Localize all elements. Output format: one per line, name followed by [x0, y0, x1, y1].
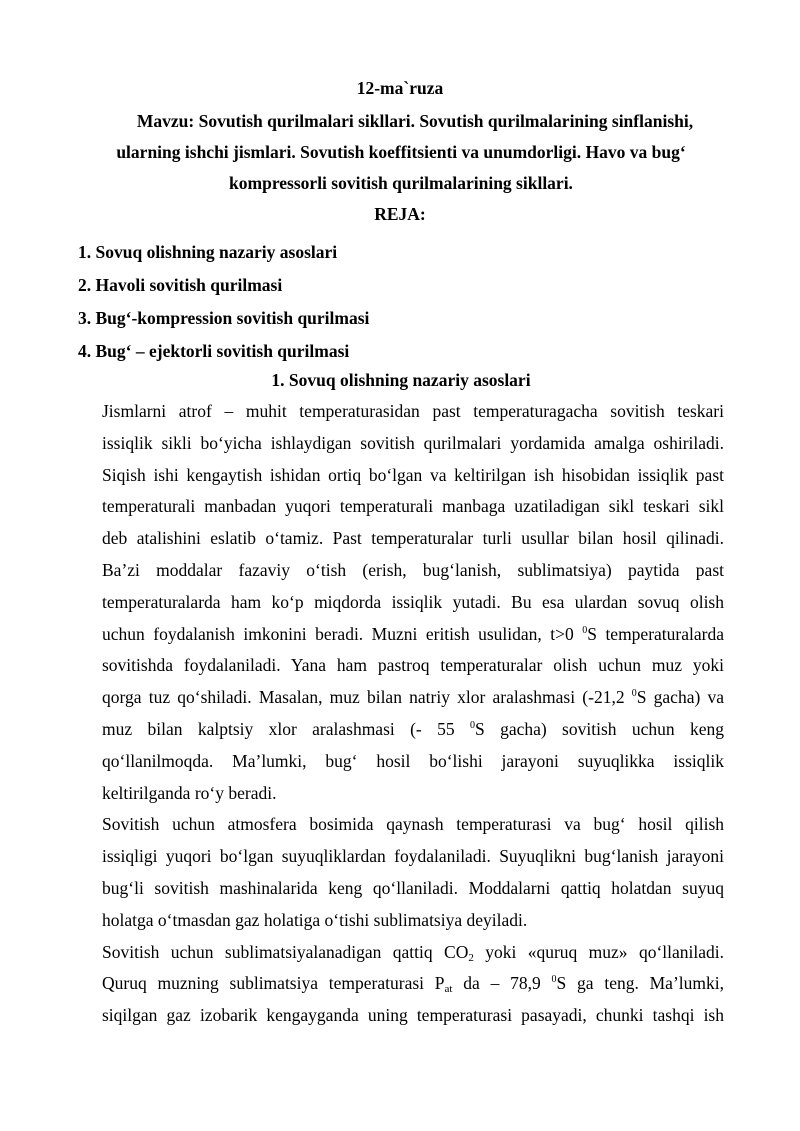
- text-fragment: da – 78,9: [452, 973, 552, 994]
- text-line: issiqligi yuqori bo‘lgan suyuqliklardan foydalaniladi. Suyuqlikni bug‘lanish jarayoni: [102, 846, 724, 867]
- text-fragment: S gacha) va: [636, 687, 724, 708]
- subscript: 2: [468, 951, 474, 964]
- text-line: [78, 714, 724, 746]
- text-line: deb atalishini eslatib o‘tamiz. Past temperaturalar turli usullar bilan hosil qilinadi.: [102, 528, 724, 549]
- topic-line: ularning ishchi jismlari. Sovutish koeffitsienti va unumdorligi. Havo va bug‘: [116, 142, 686, 162]
- plan-item: 1. Sovuq olishning nazariy asoslari: [78, 242, 338, 262]
- text-line: [78, 682, 724, 714]
- text-fragment: muz bilan kalptsiy xlor aralashmasi (- 55: [102, 718, 470, 739]
- text-line: Sovitish uchun atmosfera bosimida qaynash temperaturasi va bug‘ hosil qilish: [102, 814, 724, 835]
- text-line: [78, 968, 724, 1000]
- text-fragment: S gacha) sovitish uchun keng: [474, 718, 725, 739]
- text-fragment: uchun foydalanish imkonini beradi. Muzni eritish usulidan, t>0: [102, 623, 583, 644]
- plan-title: REJA:: [374, 204, 426, 224]
- text-line: Siqish ishi kengaytish ishidan ortiq bo‘lgan va keltirilgan ish hisobidan issiqlik past: [102, 464, 724, 485]
- text-line: bug‘li sovitish mashinalarida keng qo‘llaniladi. Moddalarni qattiq holatdan suyuq: [102, 877, 724, 898]
- text-fragment: yoki «quruq muz» qo‘llaniladi.: [473, 941, 724, 962]
- text-line: temperaturali manbadan yuqori temperaturali manbaga uzatiladigan sikl teskari sikl: [102, 496, 724, 517]
- text-line: [78, 619, 724, 651]
- text-fragment: qorga tuz qo‘shiladi. Masalan, muz bilan natriy xlor aralashmasi (-21,2: [102, 687, 632, 708]
- text-line: keltirilganda ro‘y beradi.: [102, 782, 277, 803]
- text-line: Jismlarni atrof – muhit temperaturasidan past temperaturagacha sovitish teskari: [102, 401, 724, 421]
- plan-item: 4. Bug‘ – ejektorli sovitish qurilmasi: [78, 341, 350, 361]
- topic-line: kompressorli sovitish qurilmalarining sikllari.: [229, 173, 573, 193]
- section-heading: 1. Sovuq olishning nazariy asoslari: [271, 370, 531, 390]
- text-fragment: S temperaturalarda: [587, 623, 724, 644]
- topic-line: Mavzu: Sovutish qurilmalari sikllari. Sovutish qurilmalarining sinflanishi,: [136, 111, 694, 131]
- degree-superscript: 0: [551, 974, 557, 986]
- lecture-topic: [78, 106, 724, 199]
- text-fragment: Sovitish uchun sublimatsiyalanadigan qattiq CO: [102, 941, 469, 962]
- degree-superscript: 0: [631, 688, 637, 700]
- paragraph-2: [78, 809, 724, 936]
- text-fragment: S ga teng. Ma’lumki,: [556, 973, 724, 994]
- body-text: [78, 396, 724, 1032]
- plan-item: 3. Bug‘-kompression sovitish qurilmasi: [78, 308, 370, 328]
- text-line: sovitishda foydalaniladi. Yana ham pastroq temperaturalar olish uchun muz yoki: [102, 655, 724, 676]
- text-line: issiqlik sikli bo‘yicha ishlaydigan sovitish qurilmalari yordamida amalga oshiriladi.: [102, 432, 724, 453]
- lecture-number: 12-ma`ruza: [356, 78, 444, 98]
- text-fragment: Quruq muzning sublimatsiya temperaturasi P: [102, 973, 445, 994]
- text-line: Ba’zi moddalar fazaviy o‘tish (erish, bug‘lanish, sublimatsiya) paytida past: [102, 559, 724, 580]
- plan-item: 2. Havoli sovitish qurilmasi: [78, 275, 283, 295]
- plan-list: [78, 236, 724, 368]
- text-line: [78, 937, 724, 969]
- text-line: siqilgan gaz izobarik kengayganda uning temperaturasi pasayadi, chunki tashqi ish: [102, 1005, 724, 1026]
- paragraph-3: [78, 937, 724, 1032]
- paragraph-1: [78, 396, 724, 809]
- degree-superscript: 0: [582, 624, 588, 636]
- degree-superscript: 0: [469, 719, 475, 731]
- text-line: holatga o‘tmasdan gaz holatiga o‘tishi sublimatsiya deyiladi.: [102, 909, 528, 930]
- text-line: qo‘llanilmoqda. Ma’lumki, bug‘ hosil bo‘lishi jarayoni suyuqlikka issiqlik: [102, 750, 724, 771]
- subscript: at: [444, 983, 453, 996]
- text-line: temperaturalarda ham ko‘p miqdorda issiqlik yutadi. Bu esa ulardan sovuq olish: [102, 591, 724, 612]
